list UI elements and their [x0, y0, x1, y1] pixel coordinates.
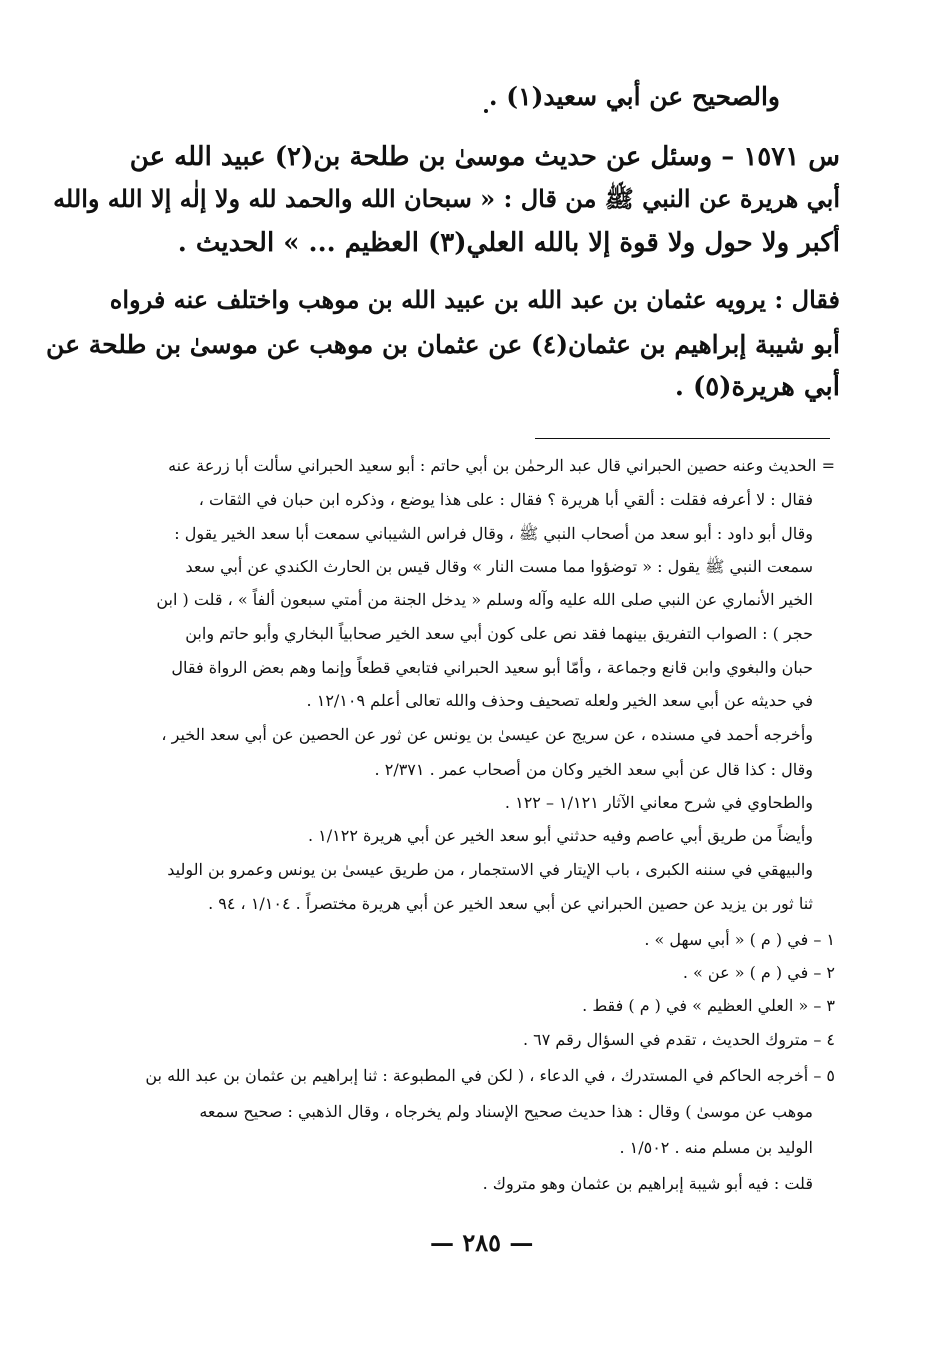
footnote-5-cont-3: قلت : فيه أبو شيبة إبراهيم بن عثمان وهو متروك . [482, 1174, 813, 1193]
footnote-1: ١ – في ( م ) « أبي سهل » . [644, 930, 835, 949]
footnote-separator [535, 438, 830, 439]
note-line-9: وأخرجه أحمد في مسنده ، عن سريج عن عيسىٰ بن يونس عن ثور عن الحصين عن أبي سعد الخير ، [161, 725, 813, 744]
note-line-5: الخير الأنماري عن النبي صلى الله عليه وآله وسلم « يدخل الجنة من أمتي سبعون ألفاً » ، قلت ( ابن [156, 590, 813, 609]
note-line-14: ثنا ثور بن يزيد عن حصين الحبراني عن أبي سعد الخير عن أبي هريرة مختصراً . ١/١٠٤ ، ٩٤ . [208, 894, 813, 913]
footnote-3: ٣ – « العلي العظيم » في ( م ) فقط . [582, 996, 835, 1015]
main-line-7: أبي هريرة(٥) . [674, 372, 840, 402]
note-line-6: حجر ) : الصواب التفريق بينهما فقد نص على كون أبي سعد الخير صحابياً البخاري وأبو حاتم وابن [185, 624, 813, 643]
footnote-2: ٢ – في ( م ) « عن » . [682, 963, 835, 982]
note-line-11: والطحاوي في شرح معاني الآثار ١/١٢١ – ١٢٢ . [504, 793, 813, 812]
note-line-13: والبيهقي في سننه الكبرى ، باب الإيتار في الاستجمار ، من طريق عيسىٰ بن يونس وعمرو بن الوليد [167, 860, 813, 879]
note-line-2: فقال : لا أعرفه فقلت : ألقي أبا هريرة ؟ فقال : على هذا يوضع ، وذكره ابن حبان في الثقات ، [198, 490, 813, 509]
footnote-5-cont-1: موهب عن موسىٰ ) وقال : هذا حديث صحيح الإسناد ولم يخرجاه ، وقال الذهبي : صحيح سمعه [199, 1102, 813, 1121]
footnote-5: ٥ – أخرجه الحاكم في المستدرك ، في الدعاء ، ( لكن في المطبوعة : ثنا إبراهيم بن عثمان بن عبد الله بن [145, 1066, 835, 1085]
main-line-6: أبو شيبة إبراهيم بن عثمان(٤) عن عثمان بن موهب عن موسىٰ بن طلحة عن [46, 330, 840, 359]
note-line-8: في حديثه عن أبي سعد الخير ولعله تصحيف وحذف والله تعالى أعلم ١٢/١٠٩ . [306, 691, 813, 710]
note-line-3: وقال أبو داود : أبو سعد من أصحاب النبي ﷺ ، وقال فراس الشيباني سمعت أبا سعد الخير يقول : [174, 524, 813, 543]
note-line-7: حبان والبغوي وابن قانع وجماعة ، وأمّا أبو سعيد الحبراني فتابعي قطعاً وإنما وهم بعض الرواة فقال [171, 658, 813, 677]
note-line-12: وأيضاً من طريق أبي عاصم وفيه حدثني أبو سعد الخير عن أبي هريرة ١/١٢٢ . [308, 826, 813, 845]
main-line-2: س ١٥٧١ – وسئل عن حديث موسىٰ بن طلحة بن(٢) عبيد الله عن [129, 142, 840, 172]
main-line-5: فقال : يرويه عثمان بن عبد الله بن عبيد الله بن موهب واختلف عنه فرواه [109, 285, 840, 314]
main-line-3: أبي هريرة عن النبي ﷺ من قال : « سبحان الله والحمد لله ولا إلٰه إلا الله والله [53, 184, 840, 213]
page-number: — ٢٨٥ — [430, 1228, 534, 1257]
ink-dot [484, 109, 488, 113]
footnote-5-cont-2: الوليد بن مسلم منه . ١/٥٠٢ . [619, 1138, 813, 1157]
main-line-4: أكبر ولا حول ولا قوة إلا بالله العلي(٣) العظيم ... » الحديث . [177, 228, 840, 258]
note-line-10: وقال : كذا قال عن أبي سعد الخير وكان من أصحاب عمر . ٢/٣٧١ . [374, 760, 813, 779]
footnote-4: ٤ – متروك الحديث ، تقدم في السؤال رقم ٦٧ . [522, 1030, 835, 1049]
note-line-4: سمعت النبي ﷺ يقول : « توضؤوا مما مست النار » وقال قيس بن الحارث الكندي عن أبي سعد [185, 557, 813, 576]
main-line-1: والصحيح عن أبي سعيد(١) . [488, 82, 780, 111]
note-line-1: = الحديث وعنه حصين الحبراني قال عبد الرحمٰن بن أبي حاتم : أبو سعيد الحبراني سألت أبا زرعة عنه [168, 456, 835, 475]
